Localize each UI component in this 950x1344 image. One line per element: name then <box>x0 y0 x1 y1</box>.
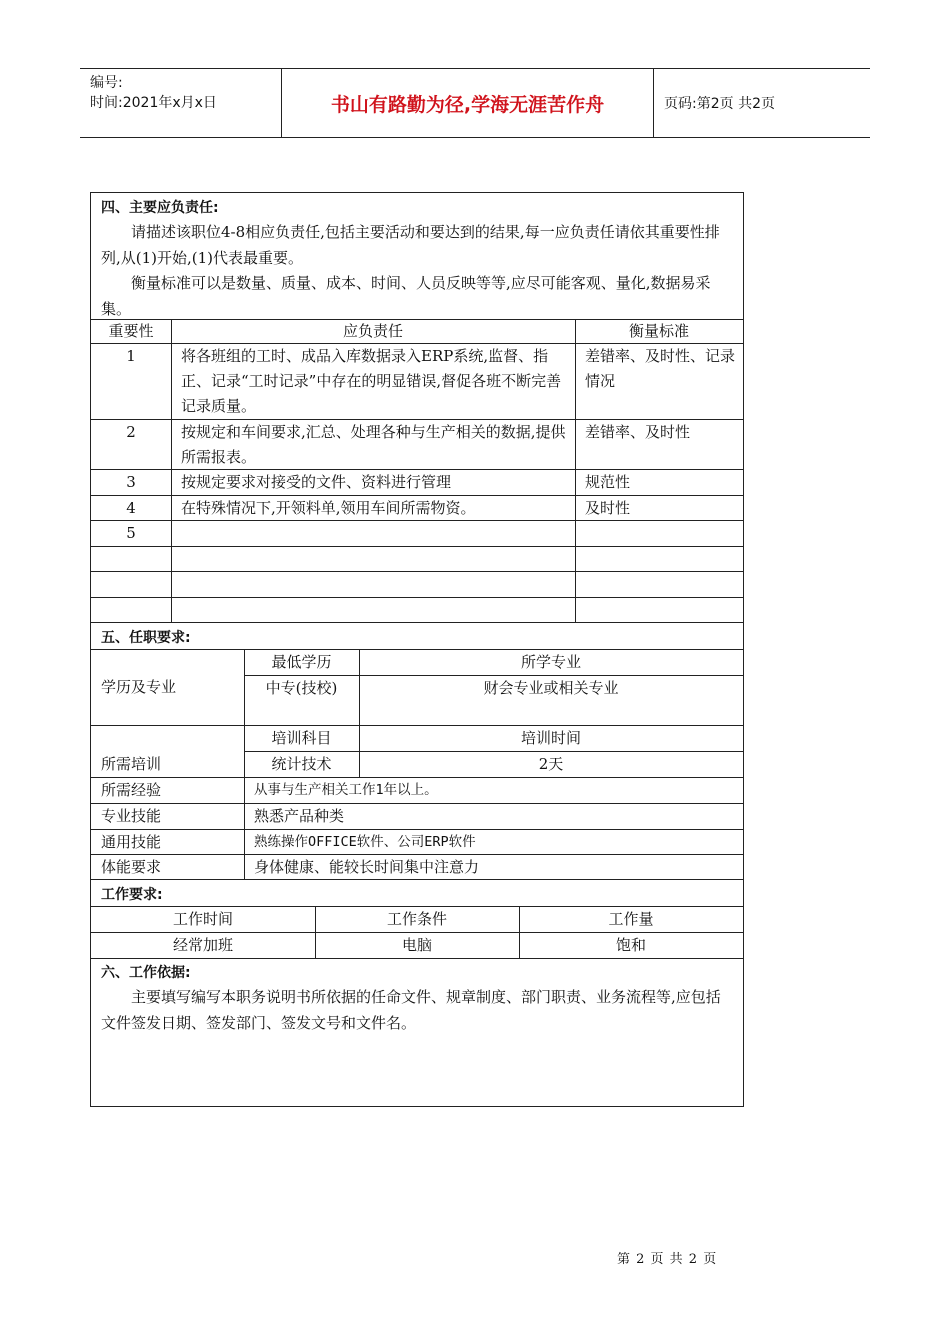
experience-value: 从事与生产相关工作1年以上。 <box>254 782 438 798</box>
row3-measure: 规范性 <box>585 473 631 491</box>
skill-label: 专业技能 <box>101 807 162 825</box>
education-label: 学历及专业 <box>101 678 177 696</box>
section4-desc1: 请描述该职位4-8相应负责任,包括主要活动和要达到的结果,每一应负责任请依其重要性排列,从(1)开始,(1)代表最重要。 <box>101 223 720 267</box>
workload-value: 饱和 <box>615 936 646 954</box>
row1-rank: 1 <box>126 347 136 365</box>
skill-value: 熟悉产品种类 <box>254 807 345 825</box>
row1-measure: 差错率、及时性、记录情况 <box>585 347 736 390</box>
motto: 书山有路勤为径,学海无涯苦作舟 <box>282 69 654 137</box>
header-meta <box>80 69 282 137</box>
workload-header: 工作量 <box>608 910 654 928</box>
row2-measure: 差错率、及时性 <box>585 423 691 441</box>
min-education-header: 最低学历 <box>271 653 332 671</box>
section5-title: 五、任职要求: <box>101 630 191 646</box>
major-header: 所学专业 <box>520 653 581 671</box>
physical-label: 体能要求 <box>101 858 162 876</box>
row1-duty: 将各班组的工时、成品入库数据录入ERP系统,监督、指正、记录“工时记录”中存在的明显错误,督促各班不断完善记录质量。 <box>181 347 562 415</box>
general-skill-label: 通用技能 <box>101 833 162 851</box>
row4-rank: 4 <box>126 499 136 517</box>
work-condition-header: 工作条件 <box>386 910 447 928</box>
page-number-label: 页码:第2页 共2页 <box>664 96 775 112</box>
training-time-value: 2天 <box>538 755 564 773</box>
physical-value: 身体健康、能较长时间集中注意力 <box>254 858 480 876</box>
section6-desc: 主要填写编写本职务说明书所依据的任命文件、规章制度、部门职责、业务流程等,应包括文件签发日期、签发部门、签发文号和文件名。 <box>101 988 721 1032</box>
col-measure: 衡量标准 <box>628 322 689 340</box>
row2-rank: 2 <box>126 423 136 441</box>
work-condition-value: 电脑 <box>401 936 432 954</box>
training-subject-value: 统计技术 <box>271 755 332 773</box>
min-education-value: 中专(技校) <box>265 679 338 697</box>
section6-title: 六、工作依据: <box>101 965 191 981</box>
work-time-header: 工作时间 <box>172 910 233 928</box>
row4-measure: 及时性 <box>585 499 631 517</box>
job-description-form <box>90 192 744 1107</box>
col-importance: 重要性 <box>108 322 154 340</box>
training-time-header: 培训时间 <box>520 729 581 747</box>
section4-desc2: 衡量标准可以是数量、质量、成本、时间、人员反映等等,应尽可能客观、量化,数据易采集。 <box>101 274 711 318</box>
general-skill-value: 熟练操作OFFICE软件、公司ERP软件 <box>254 834 476 850</box>
experience-label: 所需经验 <box>101 781 162 799</box>
page-footer: 第 2 页 共 2 页 <box>617 1252 718 1267</box>
work-time-value: 经常加班 <box>172 936 233 954</box>
page-header <box>80 68 870 138</box>
training-subject-header: 培训科目 <box>271 729 332 747</box>
row2-duty: 按规定和车间要求,汇总、处理各种与生产相关的数据,提供所需报表。 <box>181 423 566 466</box>
row3-duty: 按规定要求对接受的文件、资料进行管理 <box>181 473 452 491</box>
section4-title: 四、主要应负责任: <box>101 200 219 216</box>
col-duty: 应负责任 <box>342 322 403 340</box>
number-label: 编号: <box>90 75 123 91</box>
work-title: 工作要求: <box>101 887 163 903</box>
major-value: 财会专业或相关专业 <box>483 679 619 697</box>
row4-duty: 在特殊情况下,开领料单,领用车间所需物资。 <box>181 499 476 517</box>
training-label: 所需培训 <box>101 755 162 773</box>
row5-rank: 5 <box>126 524 136 542</box>
row3-rank: 3 <box>126 473 136 491</box>
time-label: 时间:2021年x月x日 <box>90 95 217 111</box>
